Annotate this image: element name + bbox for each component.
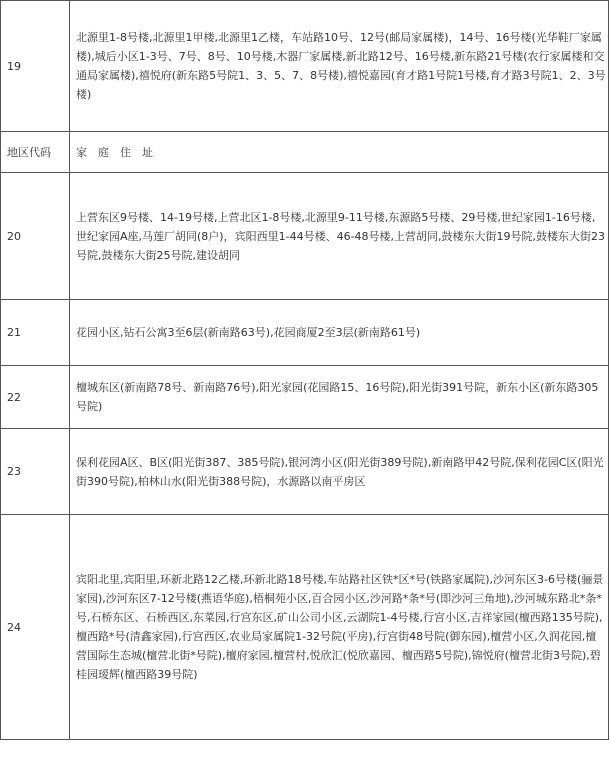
address-cell: 北源里1-8号楼,北源里1甲楼,北源里1乙楼，车站路10号、12号(邮局家属楼)，14号、16号楼(光华鞋厂家属楼),城后小区1-3号、7号、8号、10号楼,木器厂家属楼,新北路12号、16号楼,新东路21号楼(农行家属楼和交通局家属楼),禧悦府(新东路5号院1、3、5、7、8号楼),禧悦嘉园(育才路1号院1号楼,育才路3号院1、2、3号楼) (70, 1, 609, 132)
header-family-address: 家 庭 住 址 (70, 132, 609, 173)
region-code-cell: 20 (1, 173, 70, 300)
address-cell: 宾阳北里,宾阳里,环新北路12乙楼,环新北路18号楼,车站路社区铁*区*号(铁路家属院),沙河东区3-6号楼(骊景家园),沙河东区7-12号楼(燕语华庭),梧桐苑小区,百合园小区,沙河路*条*号(即沙河三角地),沙河城东路北*条*号,石桥东区、石桥西区,东菜园,行宫东区,矿山公司小区,云湖院1-4号楼,行宫小区,吉祥家园(檀西路135号院),檀西路*号(清鑫家园),行宫西区,农业局家属院1-32号院(平房),行宫街48号院(御东园),檀营小区,久润花园,檀营国际生态城(檀营北街*号院),檀府家园,檀营村,悦欣汇(悦欣嘉园、檀西路5号院),锦悦府(檀营北街3号院),碧桂园瑷辉(檀西路39号院) (70, 515, 609, 740)
address-cell: 上营东区9号楼、14-19号楼,上营北区1-8号楼,北源里9-11号楼,东源路5号楼、29号楼,世纪家园1-16号楼,世纪家园A座,马莲厂胡同(8户)，宾阳西里1-44号楼、46-48号楼,上营胡同,鼓楼东大街19号院,鼓楼东大街23号院,鼓楼东大街25号院,建设胡同 (70, 173, 609, 300)
region-code-cell: 21 (1, 300, 70, 366)
address-cell: 檀城东区(新南路78号、新南路76号),阳光家园(花园路15、16号院),阳光街391号院，新东小区(新东路305号院) (70, 366, 609, 429)
table-row (1, 366, 609, 429)
address-cell: 花园小区,钻石公寓3至6层(新南路63号),花园商厦2至3层(新南路61号) (70, 300, 609, 366)
header-region-code: 地区代码 (1, 132, 70, 173)
table-row (1, 173, 609, 300)
table-row (1, 515, 609, 740)
table-row (1, 1, 609, 132)
region-code-cell: 24 (1, 515, 70, 740)
address-cell: 保利花园A区、B区(阳光街387、385号院),银河湾小区(阳光街389号院),新南路甲42号院,保利花园C区(阳光街390号院),柏林山水(阳光街388号院)，水源路以南平房区 (70, 429, 609, 515)
region-code-cell: 22 (1, 366, 70, 429)
table-row (1, 300, 609, 366)
table-row (1, 429, 609, 515)
table-header-row (1, 132, 609, 173)
region-code-cell: 19 (1, 1, 70, 132)
region-code-cell: 23 (1, 429, 70, 515)
